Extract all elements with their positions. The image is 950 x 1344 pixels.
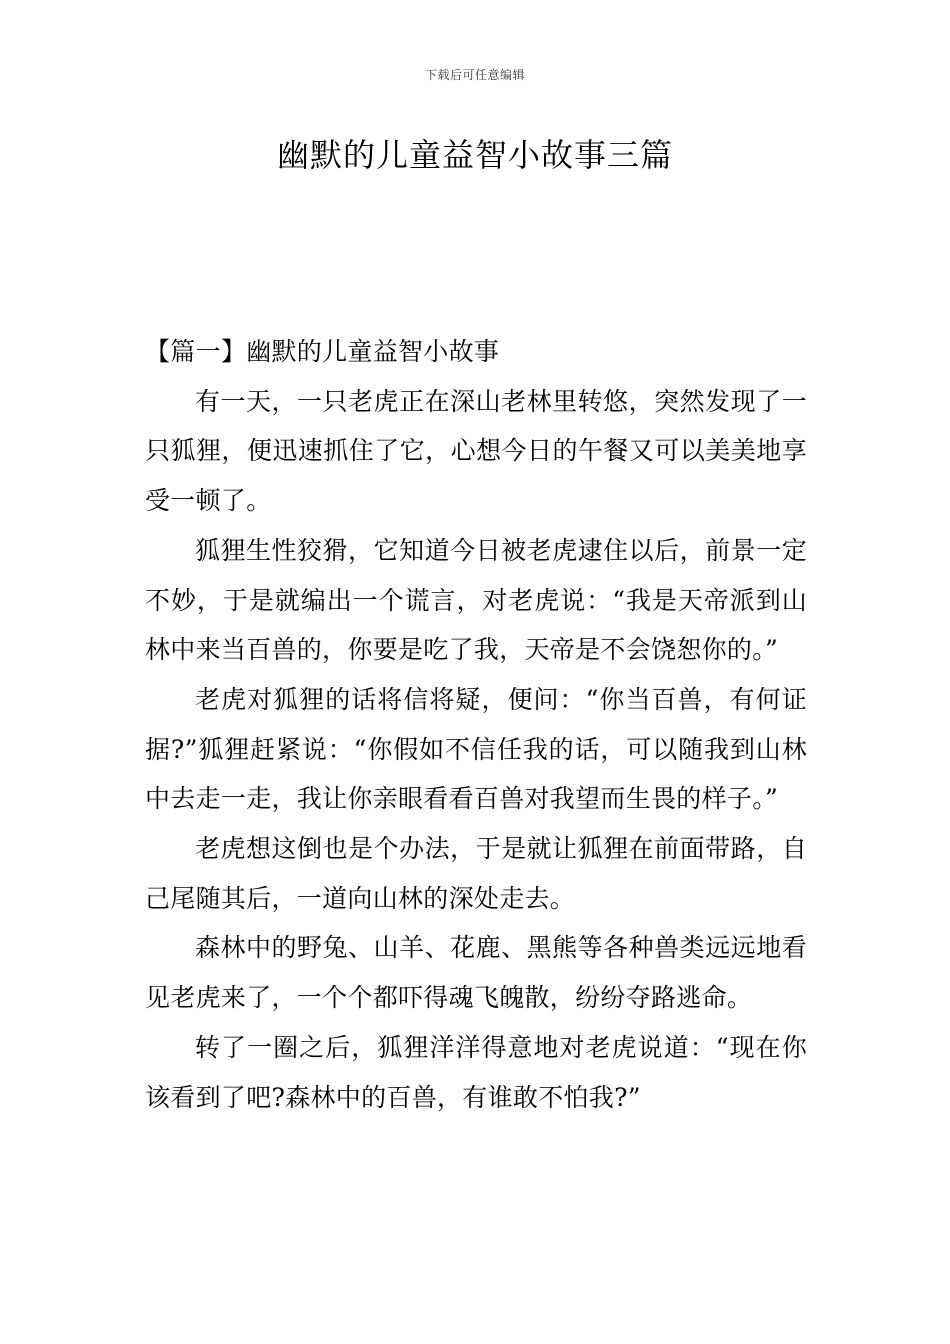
document-title: 幽默的儿童益智小故事三篇 <box>276 136 673 174</box>
section-heading: 【篇一】幽默的儿童益智小故事 <box>145 337 500 366</box>
paragraph: 有一天，一只老虎正在深山老林里转悠，突然发现了一只狐狸，便迅速抓住了它，心想今日的午餐又可以美美地享受一顿了。 <box>145 386 807 516</box>
paragraph: 森林中的野兔、山羊、花鹿、黑熊等各种兽类远远地看见老虎来了，一个个都吓得魂飞魄散，纷纷夺路逃命。 <box>145 933 807 1013</box>
paragraph: 老虎想这倒也是个办法，于是就让狐狸在前面带路，自己尾随其后，一道向山林的深处走去。 <box>145 834 807 913</box>
paragraph: 转了一圈之后，狐狸洋洋得意地对老虎说道：“现在你该看到了吧?森林中的百兽，有谁敢不怕我?” <box>145 1032 807 1112</box>
paragraph: 老虎对狐狸的话将信将疑，便问：“你当百兽，有何证据?”狐狸赶紧说：“你假如不信任我的话，可以随我到山林中去走一走，我让你亲眼看看百兽对我望而生畏的样子。” <box>145 684 807 814</box>
paragraph: 狐狸生性狡猾，它知道今日被老虎逮住以后，前景一定不妙，于是就编出一个谎言，对老虎说：“我是天帝派到山林中来当百兽的，你要是吃了我，天帝是不会饶恕你的。” <box>145 535 807 665</box>
document-body <box>145 327 807 1122</box>
header-note: 下载后可任意编辑 <box>424 68 525 82</box>
